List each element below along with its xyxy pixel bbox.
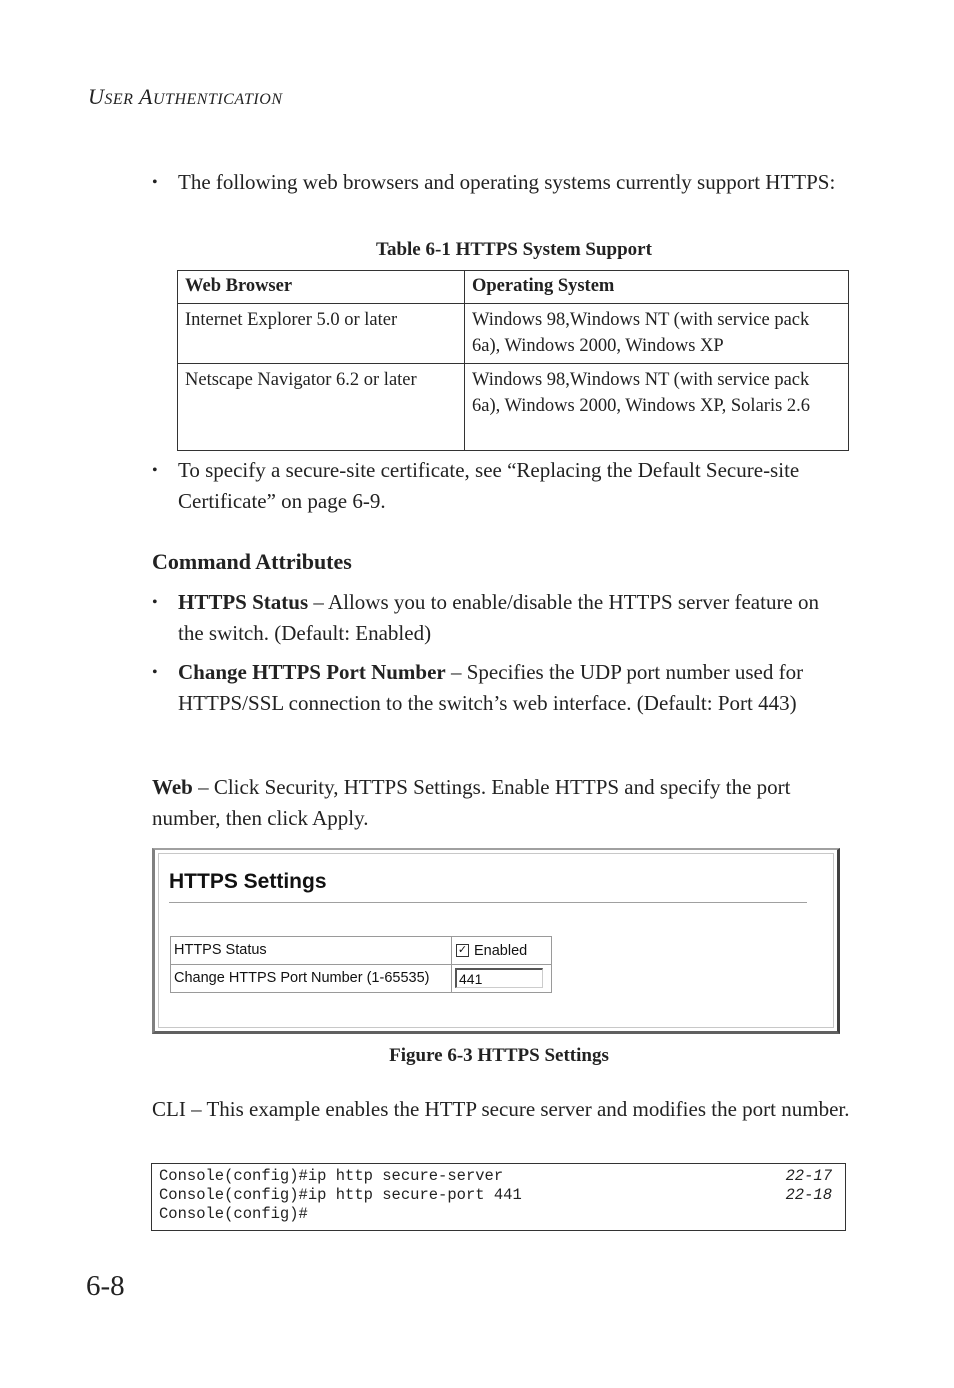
port-number-label: Change HTTPS Port Number (1-65535) (174, 970, 430, 986)
table-cell: Windows 98,Windows NT (with service pack 6a), Windows 2000, Windows XP, Solaris 2.6 (465, 364, 849, 451)
running-head: USER AUTHENTICATION (88, 84, 283, 109)
table-caption: Table 6-1 HTTPS System Support (376, 239, 652, 260)
title-divider (169, 902, 807, 904)
figure-caption: Figure 6-3 HTTPS Settings (389, 1045, 609, 1066)
table-row (178, 304, 849, 364)
table-header-row (178, 271, 849, 304)
https-status-label: HTTPS Status (174, 942, 267, 958)
settings-grid (170, 936, 552, 993)
cli-paragraph: CLI – This example enables the HTTP secure server and modifies the port number. (152, 1097, 850, 1121)
table-cell: Netscape Navigator 6.2 or later (178, 364, 465, 451)
enabled-label: Enabled (474, 943, 528, 959)
table-row (178, 364, 849, 451)
page-number: 6-8 (86, 1270, 125, 1302)
header-web-browser: Web Browser (178, 271, 465, 304)
cli-code-block (151, 1163, 846, 1231)
https-status-row (171, 937, 551, 965)
code-reference: 22-18 (785, 1186, 832, 1204)
port-number-row (171, 965, 551, 992)
screenshot-title: HTTPS Settings (169, 870, 327, 893)
port-number-input[interactable]: 441 (455, 968, 543, 988)
web-paragraph: Web – Click Security, HTTPS Settings. Enable HTTPS and specify the port number, then click Apply. (152, 775, 791, 830)
code-line: Console(config)# (159, 1205, 308, 1223)
code-reference: 22-17 (785, 1167, 832, 1185)
section-heading: Command Attributes (152, 549, 352, 574)
code-line: Console(config)#ip http secure-port 441 22-18 (159, 1186, 832, 1204)
https-support-table (177, 270, 849, 451)
table-cell: Windows 98,Windows NT (with service pack 6a), Windows 2000, Windows XP (465, 304, 849, 364)
code-line: Console(config)#ip http secure-server 22-17 (159, 1167, 832, 1185)
enabled-checkbox[interactable]: ✓ (457, 944, 468, 956)
table-cell: Internet Explorer 5.0 or later (178, 304, 465, 364)
header-operating-system: Operating System (465, 271, 849, 304)
https-settings-screenshot (152, 848, 840, 1034)
